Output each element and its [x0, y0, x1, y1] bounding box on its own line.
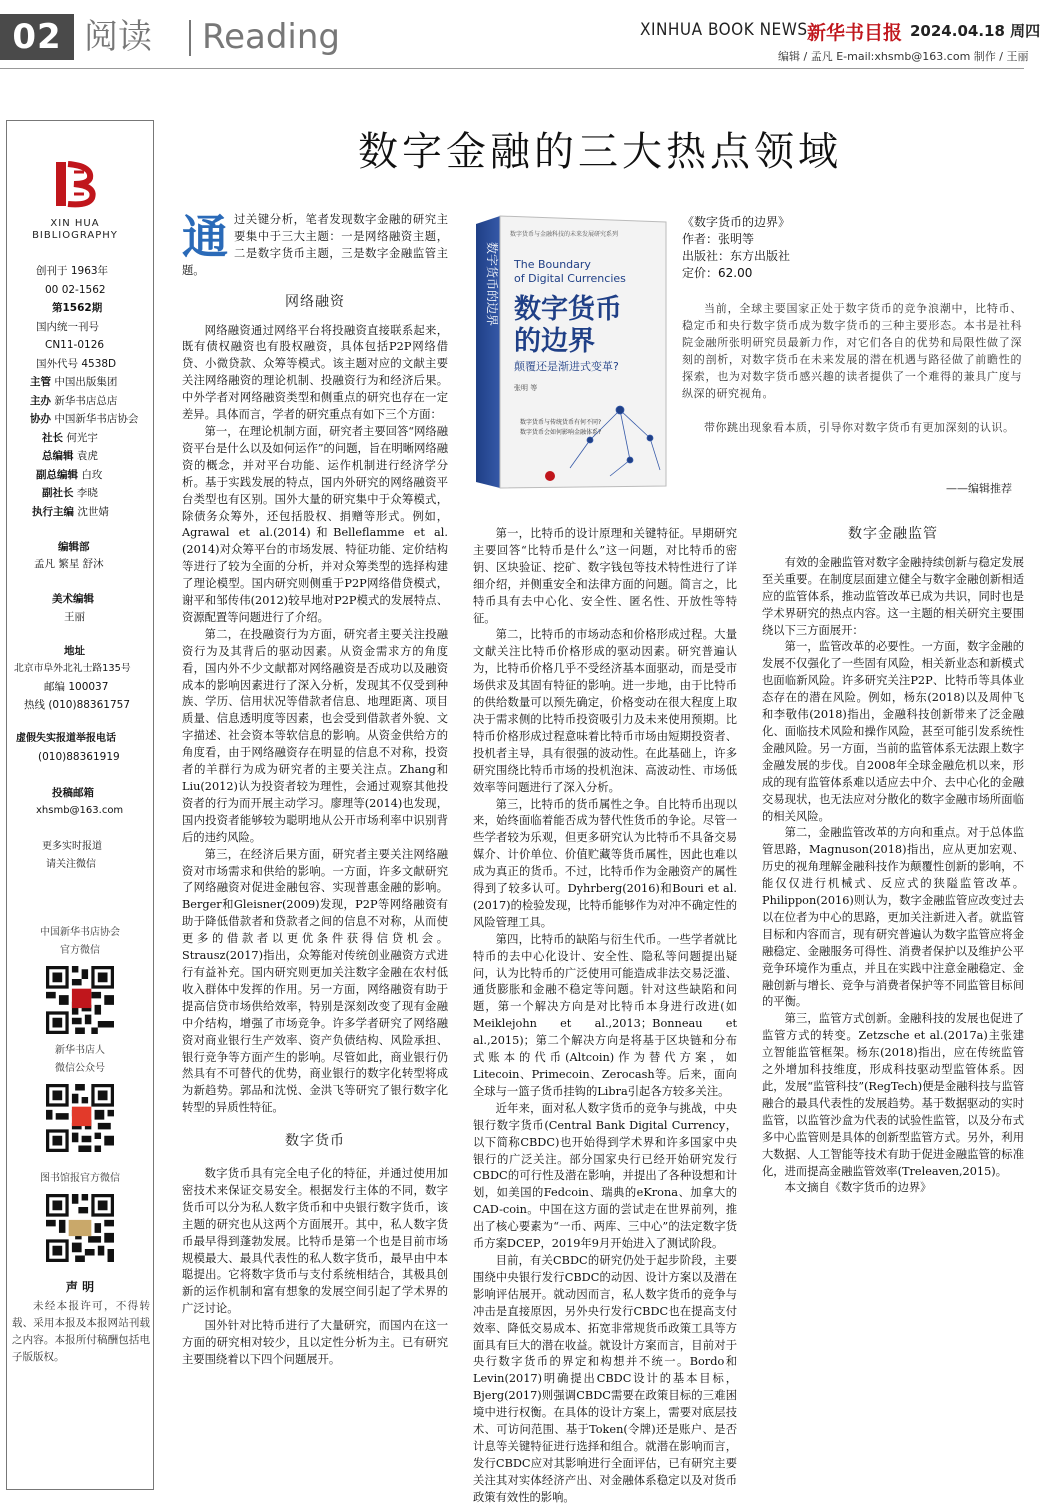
book-info-author: 作者：张明等	[682, 232, 755, 246]
paragraph: 第三，比特币的货币属性之争。自比特币出现以来，始终面临着能否成为替代性货币的争论。尽管一些学者较为乐观，但更多研究认为比特币不具备交易媒介、计价单位、价值贮藏等货币属性，因此也难以成为真正的货币。不过，比特币作为金融资产的属性得到了较多认可。Dyhrberg(2016)和Bouri et al.(2017)的检验发现，比特币能够作为对冲不确定性的风险管理工具。	[473, 797, 737, 929]
editor-credits: 编辑 / 孟凡 E-mail:xhsmb@163.com 制作 / 王丽	[778, 50, 1029, 63]
role-line: 主办 新华书店总店	[30, 394, 118, 407]
article-title: 数字金融的三大热点领域	[358, 129, 842, 175]
section-title-en: Reading	[202, 17, 341, 57]
role-line: 总编辑 袁虎	[42, 450, 98, 462]
heading-digital-finance-regulation: 数字金融监管	[848, 526, 938, 542]
qr-code-icon[interactable]	[46, 1194, 114, 1262]
intro-text: 过关键分析，笔者发现数字金融的研究主要集中于三大主题：一是网络融资主题，二是数字货币主题，三是数字金融监管主题。	[182, 213, 448, 277]
dept-title: 编辑部	[58, 541, 90, 553]
paragraph: 第三，监管方式创新。金融科技的发展也促进了监管方式的转变。Zetzsche et al.(2017a)主张建立智能监管框架。杨东(2018)指出，应在传统监管之外增加科技维度，形成科技驱动型监管体系。因此，发展“监管科技”(RegTech)便是金融科技与监管融合的最具代表性的发展趋势。基于数据驱动的实时监管，以监管沙盒为代表的试验性监管，以及分布式多中心监管则是具体的创新型监管方式。另外，利用大数据、人工智能等技术有助于促进金融监管的标准化，进而提高金融监管效率(Treleaven,2015)。	[762, 1012, 1024, 1178]
role-line: 副总编辑 白玫	[36, 468, 103, 481]
article-source: 本文摘自《数字货币的边界》	[784, 1181, 932, 1195]
meta-line: CN11-0126	[45, 339, 105, 351]
paragraph: 第四，比特币的缺陷与衍生代币。一些学者就比特币的去中心化设计、安全性、隐私等问题提出疑问，认为比特币的广泛使用可能造成非法交易泛滥、通货膨胀和金融不稳定等问题。针对这些缺陷和问题，第一个解决方向是对比特币本身进行改进(如Meiklejohn et al.,2013；Bonneau et al.,2015)；第二个解决方向是将基于区块链和分布式账本的代币(Altcoin)作为替代方案，如Litecoin、Primecoin、Zerocash等。后来，面向全球与一篮子货币挂钩的Libra引起各方较多关注。	[473, 932, 737, 1098]
postcode: 邮编 100037	[44, 681, 109, 693]
meta-line: 第1562期	[52, 302, 103, 314]
hotline: 热线 (010)88361757	[24, 699, 131, 711]
paragraph: 第二，在投融资行为方面，研究者主要关注投融资行为及其背后的驱动因素。从资金需求方的角度看，国内外不少文献都对网络融资是否成功以及融资成本的影响因素进行了深入分析，发现其不仅受到种族、学历、信用状况等借款者信息、地理距离、项目质量、信息透明度等因素，也会受到借款者外貌、文字描述、社会资本等软信息的影响。从资金供给方的角度看，由于网络融资存在明显的信息不对称，投资者的羊群行为成为研究者的主要关注点。Zhang和Liu(2012)认为投资者较为理性，会通过观察其他投资者的行为而开展主动学习。廖理等(2014)也发现，国内投资者能够较为聪明地从公开市场利率中识别背后的违约风险。	[182, 627, 448, 844]
statement-text: 未经本报许可，不得转载、采用本报及本报网站刊载之内容。本报所付稿酬包括电子版版权。	[12, 1300, 150, 1363]
role-line: 协办 中国新华书店协会	[30, 413, 139, 425]
paragraph: 目前，有关CBDC的研究仍处于起步阶段，主要围绕中央银行发行CBDC的动因、设计方案以及潜在影响评估展开。就动因而言，私人数字货币的竞争与冲击是直接原因，另外央行发行CBDC也在提高支付效率、降低交易成本、拓宽非常规货币政策工具等方面具有巨大的潜在收益。就设计方案而言，目前对于央行数字货币的界定和构想并不统一。Bordo和Levin(2017)明确提出CBDC设计的基本目标，Bjerg(2017)则强调CBDC需要在政策目标的三难困境中进行权衡。在具体的设计方案上，需要对底层技术、可访问范围、基于Token(令牌)还是账户、是否计息等关键特征进行选择和组合。就潜在影响而言，发行CBDC应对其影响进行全面评估，已有研究主要关注其对实体经济产出、对金融体系稳定以及对货币政策有效性的影响。	[473, 1253, 737, 1504]
article-column-3	[762, 526, 1024, 1496]
paragraph: 第一，在理论机制方面，研究者主要回答“网络融资平台是什么以及如何运作”的问题，旨在明晰网络融资的概念，并对平台功能、运作机制进行经济学分析。基于实践发展的特点，国内外研究的网络融资平台类型也有区别。国外大量的研究集中于众筹模式，除债务众筹外，还包括股权、捐赠等形式。例如，Agrawal et al.(2014)和Belleflamme et al.(2014)对众筹平台的市场发展、特征功能、定价结构等进行了较为全面的分析，并对众筹类型的选择构建了理论模型。国内研究则侧重于P2P网络借贷模式，谢平和邹传伟(2012)较早地对P2P模式的发展特点、资源配置等问题进行了介绍。	[182, 424, 448, 624]
heading-network-finance: 网络融资	[285, 293, 345, 310]
follow-wechat: 请关注微信	[46, 859, 96, 870]
paragraph: 数字货币具有完全电子化的特征，并通过使用加密技术来保证交易安全。根据发行主体的不同，数字货币可以分为私人数字货币和中央银行数字货币，该主题的研究也从这两个方面展开。其中，私人数字货币最早得到蓬勃发展。比特币是第一个也是目前市场规模最大、最具代表性的私人数字货币，最早由中本聪提出。它将数字货币与支付系统相结合，其极具创新的运作机制和富有想象的发展空间引起了学术界的广泛讨论。	[182, 1167, 448, 1316]
section-divider	[189, 20, 191, 56]
cover-blurb-line: 数字货币会如何影响金融体系?	[520, 429, 602, 436]
paragraph: 网络融资通过网络平台将投融资直接联系起来，既有债权融资也有股权融资，具体包括P2P网络借贷、小微贷款、众筹等模式。该主题对应的文献主要关注网络融资的理论机制、投融资行为和经济后果。中外学者对网络融资类型和侧重点的研究也存在一定差异。具体而言，学者的研究重点有如下三个方面：	[182, 323, 448, 422]
qr2-label: 新华书店人	[55, 1045, 105, 1056]
page-header	[0, 0, 1040, 66]
cover-blurb-line: 数字货币与传统货币有何不同?	[520, 419, 602, 426]
book-cover-image	[470, 210, 670, 490]
meta-line: 国内统一刊号	[36, 320, 99, 333]
cover-spine-text: 数字货币的边界	[485, 242, 499, 327]
cover-cn-title-2: 的边界	[514, 326, 595, 357]
role-line: 主管 中国出版集团	[30, 376, 118, 388]
role-line: 执行主编 沈世婧	[32, 505, 109, 518]
book-info	[682, 214, 790, 282]
page-number: 02	[0, 14, 74, 60]
paragraph: 第三，在经济后果方面，研究者主要关注网络融资对市场需求和供给的影响。一方面，许多文献研究了网络融资对促进金融包容、实现普惠金融的影响。Berger和Gleisner(2009)发现，P2P等网络融资有助于降低借款者和贷款者之间的信息不对称，从而使更多的借款者以更优条件获得信贷机会。Strausz(2017)指出，众筹能对传统创业融资方式进行有益补充。国内研究则更加关注数字金融在农村低收入群体中发挥的作用。另一方面，网络融资有助于提高信贷市场供给效率，特别是深刻改变了现有金融中介结构，增强了市场竞争。许多学者研究了网络融资对商业银行生产效率、资产负债结构、风险承担、银行竞争等方面产生的影响。尽管如此，商业银行仍然具有不可替代的优势，商业银行的数字化转型将成为新趋势。郭品和沈悦、金洪飞等研究了银行数字化转型的异质性特征。	[182, 847, 448, 1115]
mail: xhsmb@163.com	[36, 805, 124, 816]
cover-en-title-2: of Digital Currencies	[514, 272, 626, 285]
drop-cap: 通	[182, 210, 228, 264]
article-column-2	[473, 526, 737, 1504]
issue-date	[910, 20, 1040, 41]
meta-line: 创刊于 1963年	[36, 265, 109, 277]
article-column-1	[182, 212, 448, 1497]
publication-name-cn: 新华书目报	[807, 22, 903, 44]
paragraph: 第一，监管改革的必要性。一方面，数字金融的发展不仅强化了一些固有风险，相关新业态和新模式也面临新风险。许多研究关注P2P、比特币等具体业态存在的潜在风险。例如，杨东(2018)以及周仲飞和李敬伟(2018)指出，金融科技创新带来了泛金融化、面临技术风险和操作风险，甚至可能引发系统性金融风险。另一方面，当前的监管体系无法跟上数字金融发展的步伐。自2008年全球金融危机以来，形成的现有监管体系难以适应去中介、去中心化的金融交易现状，也无法应对分散化的数字金融市场所面临的相关风险。	[762, 640, 1024, 823]
art-editor-title: 美术编辑	[52, 593, 94, 605]
publication-name-en: XINHUA BOOK NEWS	[640, 20, 808, 40]
paragraph: 第一，比特币的设计原理和关键特征。早期研究主要回答“比特币是什么”这一问题，对比特币的密钥、区块验证、挖矿、数字钱包等技术特性进行了详细介绍，并侧重安全和法律方面的问题。简言之，比特币具有去中心化、安全性、匿名性、开放性等特征。	[473, 527, 737, 625]
paragraph: 第二，金融监管改革的方向和重点。对于总体监管思路，Magnuson(2018)指出，应从更加宏观、历史的视角理解金融科技作为颠覆性创新的影响，不能仅仅进行机械式、反应式的狭隘监管改革。Philippon(2016)则认为，数字金融监管应改变过去以在位者为中心的思路，更加关注新进入者。就监管目标和内容而言，现有研究普遍认为数字监管应将金融稳定、金融服务可得性、消费者保护以及维护公平竞争环境作为重点，并且在实践中注意金融稳定、金融创新与增长、竞争与消费者保护等不同监管目标间的平衡。	[762, 826, 1024, 1009]
cover-authors: 张明 等	[514, 384, 538, 392]
section-title-cn: 阅读	[84, 17, 152, 57]
blurb-signature: ——编辑推荐	[946, 482, 1012, 495]
dept-names: 孟凡 繁星 舒沐	[34, 558, 104, 570]
address: 北京市阜外北礼士路135号	[14, 663, 131, 674]
weekday-text: 周四	[1010, 22, 1040, 40]
qr1-label2: 官方微信	[60, 945, 100, 956]
paragraph: 第二，比特币的市场动态和价格形成过程。大量文献关注比特币价格形成的驱动因素。研究普遍认为，比特币价格几乎不受经济基本面驱动，而是受市场供求及其固有特征的影响。进一步地，由于比特币的供给数量可以预先确定，价格变动在很大程度上取决于需求侧的比特币投资吸引力及未来使用预期。比特币价格形成过程意味着比特币市场由短期投资者、投机者主导，具有很强的波动性。在此基础上，许多研究围绕比特币市场的投机泡沫、高波动性、市场低效率等问题进行了深入分析。	[473, 628, 737, 794]
qr3-label: 图书馆报官方微信	[40, 1173, 120, 1184]
report-title: 虚假失实报道举报电话	[16, 733, 116, 744]
role-line: 社长 何光宇	[42, 431, 98, 444]
paragraph: 国外针对比特币进行了大量研究，而国内在这一方面的研究相对较少，且以定性分析为主。已有研究主要围绕着以下四个问题展开。	[182, 1319, 448, 1366]
more-reports: 更多实时报道	[42, 841, 102, 852]
date-text: 2024.04.18	[910, 22, 1005, 40]
role-line: 副社长 李晓	[42, 487, 98, 499]
book-info-publisher: 出版社：东方出版社	[682, 249, 791, 263]
qr1-label: 中国新华书店协会	[40, 927, 120, 938]
statement-title: 声 明	[65, 1280, 95, 1294]
header-rule	[0, 68, 1024, 69]
report-phone: (010)88361919	[38, 751, 120, 763]
editor-recommendation	[682, 300, 1022, 436]
paragraph: 有效的金融监管对数字金融持续创新与稳定发展至关重要。在制度层面建立健全与数字金融创新相适应的监管体系，推动监管改革已成为共识，同时也是学术界研究的热点内容。这一主题的相关研究主要围绕以下三方面展开：	[762, 555, 1024, 637]
meta-line: 国外代号 4538D	[36, 357, 117, 370]
cover-cn-title-1: 数字货币	[514, 294, 622, 325]
art-editor-name: 王丽	[64, 611, 85, 623]
qr-code-icon[interactable]	[46, 966, 114, 1034]
cover-top-text: 数字货币与金融科技的未来发展研究系列	[510, 231, 619, 238]
address-title: 地址	[64, 645, 85, 657]
book-info-title: 《数字货币的边界》	[682, 215, 791, 229]
meta-line: 00 02-1562	[45, 283, 106, 296]
book-info-price: 定价：62.00	[682, 266, 753, 280]
issue-meta	[36, 262, 176, 373]
qr2-label2: 微信公众号	[55, 1063, 105, 1074]
cover-en-title-1: The Boundary	[514, 258, 591, 271]
cover-subtitle: 颠覆还是渐进式变革?	[514, 360, 619, 373]
blurb-paragraph: 带你跳出现象看本质，引导你对数字货币有更加深刻的认识。	[704, 421, 1015, 434]
heading-digital-currency: 数字货币	[285, 1133, 345, 1150]
qr-code-icon[interactable]	[46, 1084, 114, 1152]
staff-roles	[30, 373, 170, 521]
blurb-paragraph: 当前，全球主要国家正处于数字货币的竞争浪潮中，比特币、稳定币和央行数字货币成为数字货币的三种主要形态。本书是社科院金融所张明研究员最新力作，对它们各自的优势和局限性做了深刻的剖析，对数字货币在未来发展的潜在机遇与路径做了前瞻性的探索，也为对数字货币感兴趣的读者提供了一个难得的兼具广度与纵深的研究视角。	[682, 302, 1022, 400]
logo-text: XIN HUA BIBLIOGRAPHY	[32, 218, 118, 241]
mail-title: 投稿邮箱	[52, 787, 94, 799]
xinhua-logo-icon	[52, 160, 100, 208]
paragraph: 近年来，面对私人数字货币的竞争与挑战，中央银行数字货币(Central Bank Digital Currency，以下简称CBDC)也开始得到学术界和许多国家中央银行的广泛关注。部分国家央行已经开始研究发行CBDC的可行性及潜在影响，并提出了各种设想和计划，如美国的Fedcoin、瑞典的eKrona、加拿大的CAD-coin。中国在这方面的尝试走在世界前列，推出了核心要素为“一币、两库、三中心”的法定数字货币方案DCEP，2019年9月开始进入了测试阶段。	[473, 1101, 737, 1251]
